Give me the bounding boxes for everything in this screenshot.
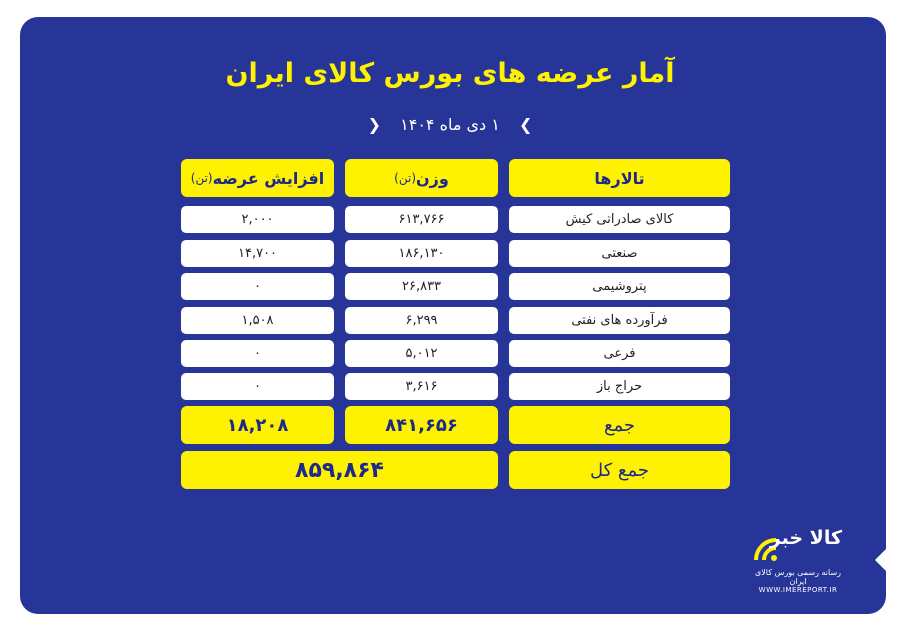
table-cell-weight: ۱۸۶,۱۳۰ (345, 240, 498, 267)
chevron-left-icon: ❮ (367, 115, 382, 134)
header-weight (345, 159, 498, 197)
sum-weight: ۸۴۱,۶۵۶ (345, 406, 498, 444)
table-cell-hall: کالای صادراتی کیش (509, 206, 730, 233)
table-cell-hall: صنعتی (509, 240, 730, 267)
header-halls (509, 159, 730, 197)
logo-url: WWW.IMEREPORT.IR (758, 586, 838, 594)
sum-label: جمع (509, 406, 730, 444)
table-cell-increase: ۰ (181, 340, 334, 367)
table-cell-hall: حراج باز (509, 373, 730, 400)
table-cell-increase: ۱,۵۰۸ (181, 307, 334, 334)
table-cell-weight: ۶,۲۹۹ (345, 307, 498, 334)
sum-increase: ۱۸,۲۰۸ (181, 406, 334, 444)
header-halls-label: تالارها (594, 168, 645, 188)
table-cell-hall: فرعی (509, 340, 730, 367)
date-label: ۱ دی ماه ۱۴۰۴ (400, 115, 500, 134)
card-notch (875, 548, 887, 572)
table-cell-weight: ۲۶,۸۳۳ (345, 273, 498, 300)
header-weight-unit: (تن) (394, 171, 417, 185)
table-cell-weight: ۶۱۳,۷۶۶ (345, 206, 498, 233)
total-value: ۸۵۹,۸۶۴ (181, 451, 498, 489)
table-cell-increase: ۱۴,۷۰۰ (181, 240, 334, 267)
date-row (0, 115, 900, 134)
header-increase-label: افزایش عرضه (212, 168, 325, 188)
table-cell-weight: ۵,۰۱۲ (345, 340, 498, 367)
table-cell-hall: پتروشیمی (509, 273, 730, 300)
header-increase (181, 159, 334, 197)
header-increase-unit: (تن) (190, 171, 213, 185)
table-cell-increase: ۰ (181, 373, 334, 400)
table-cell-increase: ۰ (181, 273, 334, 300)
kala-khabar-logo (748, 520, 848, 594)
table-cell-weight: ۳,۶۱۶ (345, 373, 498, 400)
logo-mark-text: کالا خبر (769, 527, 842, 549)
table-cell-increase: ۲,۰۰۰ (181, 206, 334, 233)
page-title: آمار عرضه های بورس کالای ایران (225, 58, 675, 89)
total-label: جمع کل (509, 451, 730, 489)
logo-mark-icon (750, 520, 846, 566)
logo-subtitle: رسانه رسمی بورس کالای ایران (754, 568, 842, 586)
header-weight-label: وزن (416, 168, 449, 188)
chevron-right-icon: ❯ (518, 115, 533, 134)
table-cell-hall: فرآورده های نفتی (509, 307, 730, 334)
